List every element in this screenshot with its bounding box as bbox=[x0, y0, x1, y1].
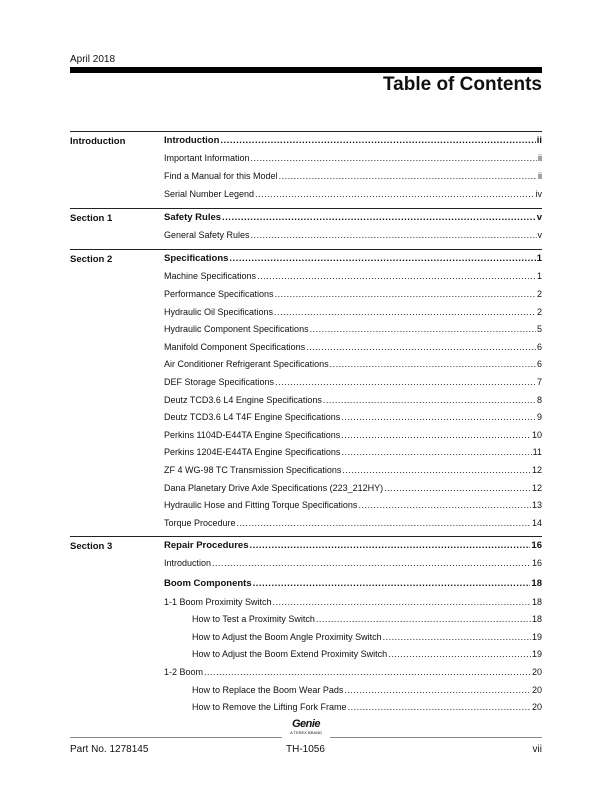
entry-title: Find a Manual for this Model bbox=[164, 170, 278, 181]
dot-leader bbox=[342, 464, 531, 476]
entry-page: 16 bbox=[531, 539, 542, 551]
entry-title: Specifications bbox=[164, 252, 229, 264]
toc-entry[interactable] bbox=[164, 646, 542, 664]
entry-title: Repair Procedures bbox=[164, 539, 249, 551]
toc-entry[interactable] bbox=[164, 303, 542, 321]
entry-page: 14 bbox=[531, 517, 542, 528]
entry-title: Dana Planetary Drive Axle Specifications (223_212HY) bbox=[164, 482, 384, 493]
dot-leader bbox=[253, 578, 531, 590]
toc-entry[interactable] bbox=[164, 537, 542, 555]
footer-part-no: Part No. 1278145 bbox=[70, 744, 149, 755]
toc-entry[interactable] bbox=[164, 150, 542, 168]
entry-page: 1 bbox=[536, 271, 542, 282]
section-label: Introduction bbox=[70, 136, 126, 147]
entry-page: ii bbox=[536, 134, 542, 146]
toc-entry[interactable] bbox=[164, 391, 542, 409]
entry-page: 18 bbox=[531, 577, 542, 589]
entry-title: DEF Storage Specifications bbox=[164, 376, 275, 387]
toc-entry[interactable] bbox=[164, 320, 542, 338]
toc-entry[interactable] bbox=[164, 444, 542, 462]
entry-title: Deutz TCD3.6 L4 Engine Specifications bbox=[164, 394, 322, 405]
dot-leader bbox=[212, 557, 531, 569]
dot-leader bbox=[275, 288, 536, 300]
toc-entry[interactable] bbox=[164, 479, 542, 497]
entry-page: 19 bbox=[531, 649, 542, 660]
dot-leader bbox=[383, 631, 531, 643]
entry-title: Important Information bbox=[164, 153, 250, 164]
toc-section bbox=[70, 208, 542, 241]
entry-title: Hydraulic Oil Specifications bbox=[164, 306, 274, 317]
entry-page: 18 bbox=[531, 614, 542, 625]
entry-page: 20 bbox=[531, 702, 542, 713]
entry-title: Introduction bbox=[164, 558, 212, 569]
toc-section bbox=[70, 249, 542, 528]
toc-entry[interactable] bbox=[164, 268, 542, 286]
header-date: April 2018 bbox=[70, 54, 116, 65]
entry-page: 13 bbox=[531, 500, 542, 511]
entry-title: Hydraulic Component Specifications bbox=[164, 324, 309, 335]
dot-leader bbox=[348, 701, 531, 713]
dot-leader bbox=[316, 613, 531, 625]
entry-page: 9 bbox=[536, 412, 542, 423]
page-title: Table of Contents bbox=[382, 74, 542, 95]
entry-title: Machine Specifications bbox=[164, 271, 257, 282]
toc-entry[interactable] bbox=[164, 227, 542, 245]
footer-page-number: vii bbox=[532, 744, 542, 755]
toc-entry[interactable] bbox=[164, 185, 542, 203]
dot-leader bbox=[330, 358, 536, 370]
toc-section bbox=[70, 536, 542, 713]
toc-entry[interactable] bbox=[164, 408, 542, 426]
entry-title: ZF 4 WG-98 TC Transmission Specifications bbox=[164, 464, 342, 475]
toc-entry[interactable] bbox=[164, 514, 542, 532]
entry-page: 7 bbox=[536, 376, 542, 387]
dot-leader bbox=[257, 270, 536, 282]
toc-entry[interactable] bbox=[164, 496, 542, 514]
toc-entry[interactable] bbox=[164, 338, 542, 356]
dot-leader bbox=[249, 540, 530, 552]
dot-leader bbox=[251, 229, 537, 241]
logo-subtitle: A TEREX BRAND bbox=[290, 730, 322, 735]
entry-page: 12 bbox=[531, 464, 542, 475]
toc-entry[interactable] bbox=[164, 628, 542, 646]
toc-entry[interactable] bbox=[164, 356, 542, 374]
entry-page: 12 bbox=[531, 482, 542, 493]
entry-title: Performance Specifications bbox=[164, 288, 274, 299]
dot-leader bbox=[341, 429, 531, 441]
entry-title: Safety Rules bbox=[164, 211, 222, 223]
toc-entry[interactable] bbox=[164, 555, 542, 573]
dot-leader bbox=[273, 596, 531, 608]
dot-leader bbox=[388, 648, 531, 660]
genie-logo bbox=[286, 718, 326, 735]
logo-wordmark: Genie bbox=[291, 718, 321, 730]
toc-entry[interactable] bbox=[164, 167, 542, 185]
toc-entry[interactable] bbox=[164, 681, 542, 699]
entry-page: 8 bbox=[536, 394, 542, 405]
dot-leader bbox=[220, 135, 535, 147]
section-label: Section 2 bbox=[70, 254, 113, 265]
entry-page: 10 bbox=[531, 429, 542, 440]
dot-leader bbox=[204, 666, 531, 678]
entry-page: 6 bbox=[536, 359, 542, 370]
toc-entry[interactable] bbox=[164, 426, 542, 444]
toc-entry[interactable] bbox=[164, 461, 542, 479]
entry-page: 2 bbox=[536, 306, 542, 317]
entry-page: 11 bbox=[532, 447, 542, 458]
dot-leader bbox=[341, 446, 531, 458]
footer-doc-number: TH-1056 bbox=[286, 744, 325, 755]
dot-leader bbox=[237, 517, 531, 529]
entry-page: 18 bbox=[531, 596, 542, 607]
entry-title: Hydraulic Hose and Fitting Torque Specifications bbox=[164, 500, 358, 511]
entry-page: 20 bbox=[531, 666, 542, 677]
dot-leader bbox=[222, 212, 536, 224]
entry-title: General Safety Rules bbox=[164, 230, 250, 241]
dot-leader bbox=[279, 170, 537, 182]
dot-leader bbox=[341, 411, 536, 423]
toc-entry[interactable] bbox=[164, 610, 542, 628]
toc-entry[interactable] bbox=[164, 575, 542, 593]
dot-leader bbox=[323, 394, 536, 406]
entry-page: 5 bbox=[536, 324, 542, 335]
entry-title: 1-2 Boom bbox=[164, 666, 204, 677]
entry-title: Introduction bbox=[164, 134, 220, 146]
dot-leader bbox=[358, 499, 531, 511]
entry-page: iv bbox=[535, 188, 542, 199]
toc-entry[interactable] bbox=[164, 209, 542, 227]
dot-leader bbox=[310, 323, 536, 335]
toc-entry[interactable] bbox=[164, 250, 542, 268]
entry-title: Boom Components bbox=[164, 577, 252, 589]
section-label: Section 3 bbox=[70, 541, 113, 552]
entry-title: How to Remove the Lifting Fork Frame bbox=[192, 702, 347, 713]
entry-title: Manifold Component Specifications bbox=[164, 341, 306, 352]
entry-title: Torque Procedure bbox=[164, 517, 236, 528]
header-bar bbox=[70, 67, 542, 73]
entry-page: v bbox=[537, 230, 542, 241]
entry-title: How to Adjust the Boom Extend Proximity Switch bbox=[192, 649, 388, 660]
entry-title: 1-1 Boom Proximity Switch bbox=[164, 596, 272, 607]
entry-title: Deutz TCD3.6 L4 T4F Engine Specifications bbox=[164, 412, 341, 423]
dot-leader bbox=[255, 188, 534, 200]
entry-page: 6 bbox=[536, 341, 542, 352]
toc-entry[interactable] bbox=[164, 698, 542, 716]
toc-entry[interactable] bbox=[164, 373, 542, 391]
dot-leader bbox=[384, 482, 531, 494]
footer-divider-left bbox=[70, 737, 282, 738]
entry-title: Air Conditioner Refrigerant Specifications bbox=[164, 359, 329, 370]
entry-page: 1 bbox=[536, 252, 542, 264]
footer-divider-right bbox=[330, 737, 542, 738]
entry-page: 16 bbox=[531, 558, 542, 569]
entry-page: v bbox=[536, 211, 542, 223]
entry-title: How to Replace the Boom Wear Pads bbox=[192, 684, 344, 695]
entry-page: 20 bbox=[531, 684, 542, 695]
dot-leader bbox=[275, 376, 536, 388]
entry-title: How to Test a Proximity Switch bbox=[192, 614, 315, 625]
entry-title: Perkins 1104D-E44TA Engine Specifications bbox=[164, 429, 341, 440]
entry-page: ii bbox=[538, 153, 542, 164]
dot-leader bbox=[344, 684, 531, 696]
dot-leader bbox=[306, 341, 536, 353]
toc-entry[interactable] bbox=[164, 663, 542, 681]
toc-entry[interactable] bbox=[164, 593, 542, 611]
dot-leader bbox=[251, 152, 537, 164]
entry-title: Perkins 1204E-E44TA Engine Specifications bbox=[164, 447, 341, 458]
toc-entry[interactable] bbox=[164, 285, 542, 303]
entry-title: Serial Number Legend bbox=[164, 188, 255, 199]
toc-section bbox=[70, 131, 542, 199]
dot-leader bbox=[274, 306, 536, 318]
section-label: Section 1 bbox=[70, 213, 113, 224]
toc-entry[interactable] bbox=[164, 132, 542, 150]
entry-page: 19 bbox=[531, 631, 542, 642]
entry-title: How to Adjust the Boom Angle Proximity Switch bbox=[192, 631, 382, 642]
dot-leader bbox=[229, 253, 535, 265]
entry-page: ii bbox=[538, 170, 542, 181]
entry-page: 2 bbox=[536, 288, 542, 299]
